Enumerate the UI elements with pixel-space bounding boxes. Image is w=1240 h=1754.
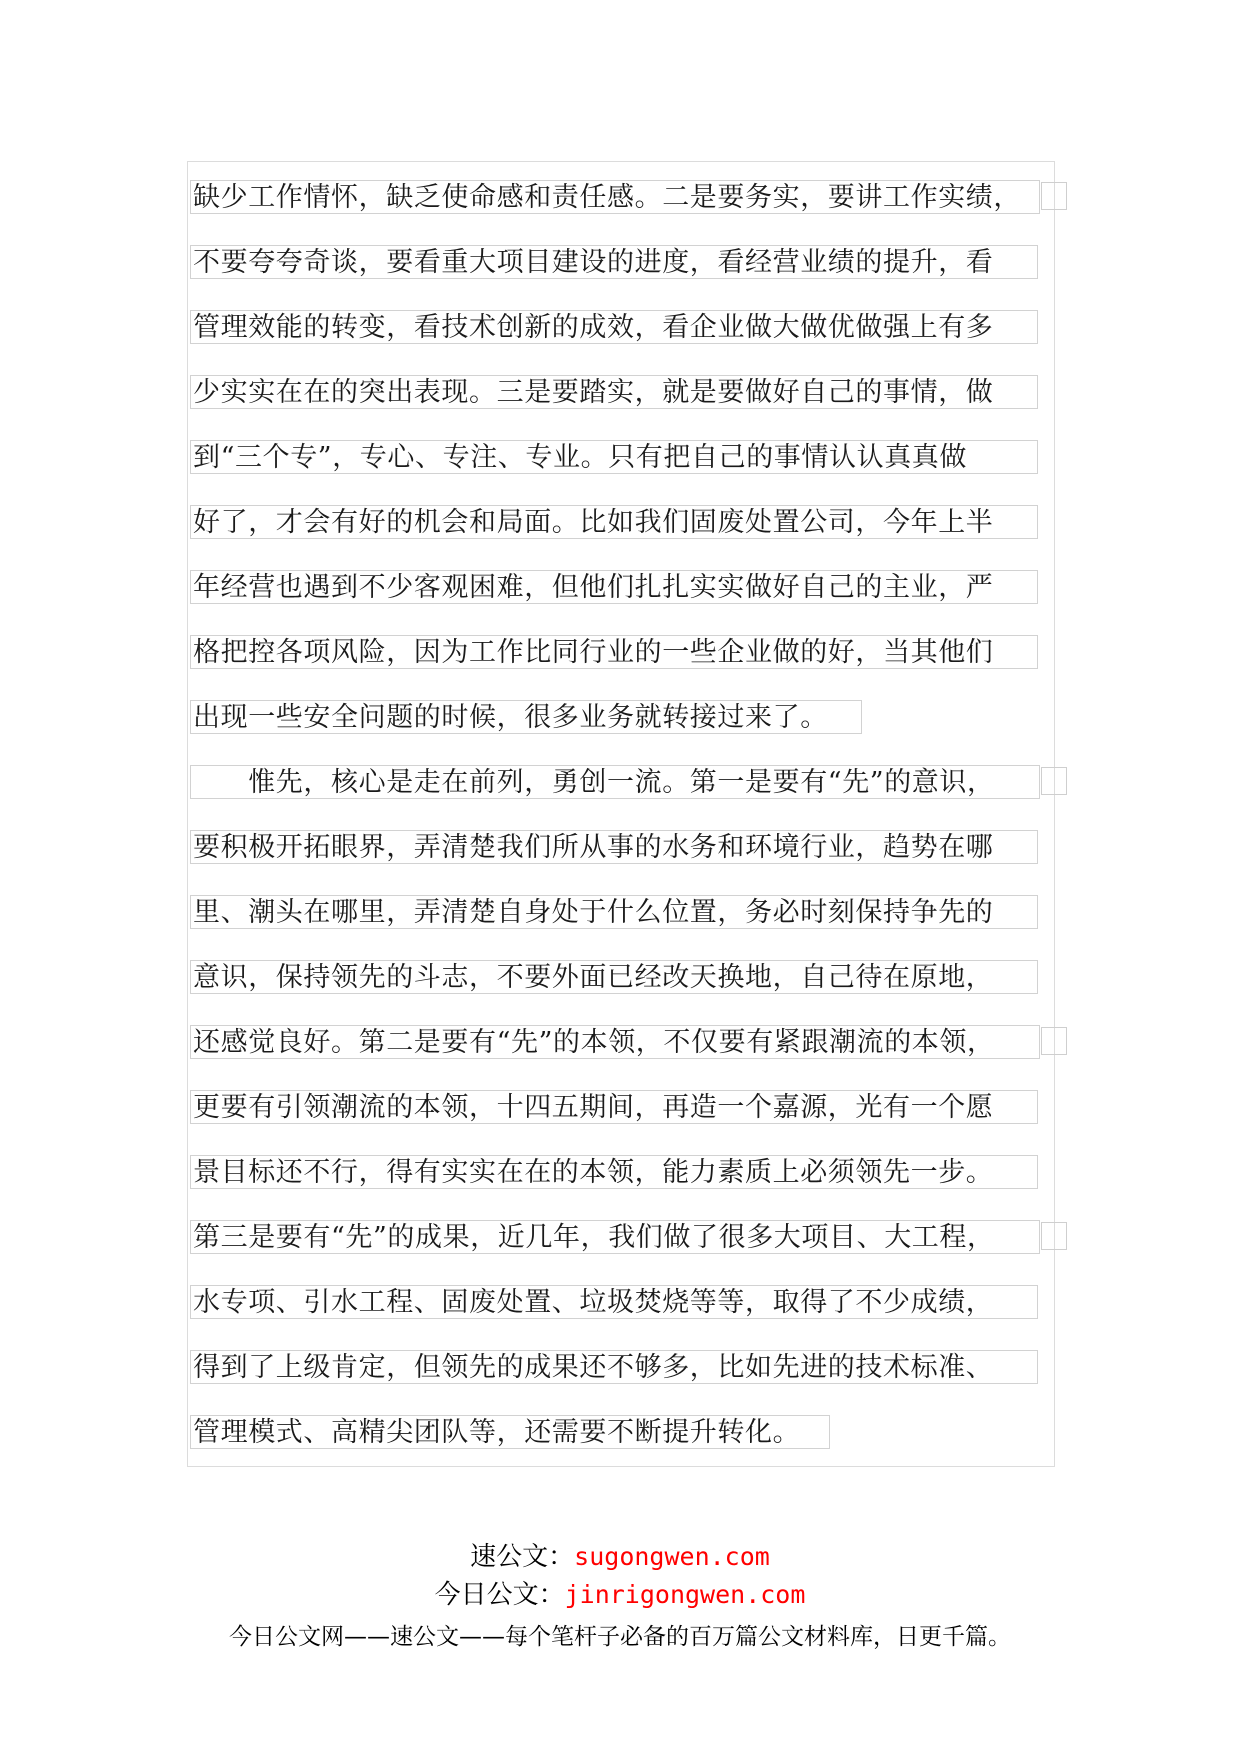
- footer-label: 今日公文：: [434, 1580, 565, 1610]
- text-frame: [187, 161, 1055, 1467]
- text-line: 少实实在在的突出表现。三是要踏实，就是要做好自己的事情，做: [190, 375, 1038, 409]
- text-line: 好了，才会有好的机会和局面。比如我们固废处置公司，今年上半: [190, 505, 1038, 539]
- text-line: 年经营也遇到不少客观困难，但他们扎扎实实做好自己的主业，严: [190, 570, 1038, 604]
- footer-line-jinrigongwen: [0, 1576, 1240, 1614]
- footer-site-link[interactable]: sugongwen.com: [574, 1542, 770, 1571]
- text-line: 还感觉良好。第二是要有“先”的本领，不仅要有紧跟潮流的本领，: [190, 1025, 1040, 1059]
- line-overflow-marker: [1041, 1027, 1067, 1055]
- footer-label: 速公文：: [470, 1542, 575, 1572]
- footer-line-sugongwen: [0, 1538, 1240, 1576]
- text-line: 意识，保持领先的斗志，不要外面已经改天换地，自己待在原地，: [190, 960, 1038, 994]
- footer-slogan: 今日公文网——速公文——每个笔杆子必备的百万篇公文材料库，日更千篇。: [229, 1624, 1011, 1650]
- text-line: 景目标还不行，得有实实在在的本领，能力素质上必须领先一步。: [190, 1155, 1038, 1189]
- text-line: 惟先，核心是走在前列，勇创一流。第一是要有“先”的意识，: [190, 765, 1040, 799]
- text-line: 得到了上级肯定，但领先的成果还不够多，比如先进的技术标准、: [190, 1350, 1038, 1384]
- text-line: 到“三个专”，专心、专注、专业。只有把自己的事情认认真真做: [190, 440, 1038, 474]
- text-line: 更要有引领潮流的本领，十四五期间，再造一个嘉源，光有一个愿: [190, 1090, 1038, 1124]
- text-line: 里、潮头在哪里，弄清楚自身处于什么位置，务必时刻保持争先的: [190, 895, 1038, 929]
- line-overflow-marker: [1041, 1222, 1067, 1250]
- text-line: 格把控各项风险，因为工作比同行业的一些企业做的好，当其他们: [190, 635, 1038, 669]
- footer: [0, 1538, 1240, 1656]
- text-line: 管理模式、高精尖团队等，还需要不断提升转化。: [190, 1415, 830, 1449]
- footer-site-link[interactable]: jinrigongwen.com: [564, 1580, 806, 1609]
- line-overflow-marker: [1041, 182, 1067, 210]
- text-line: 不要夸夸奇谈，要看重大项目建设的进度，看经营业绩的提升，看: [190, 245, 1038, 279]
- line-overflow-marker: [1041, 767, 1067, 795]
- text-line: 出现一些安全问题的时候，很多业务就转接过来了。: [190, 700, 862, 734]
- text-line: 管理效能的转变，看技术创新的成效，看企业做大做优做强上有多: [190, 310, 1038, 344]
- text-line: 第三是要有“先”的成果，近几年，我们做了很多大项目、大工程，: [190, 1220, 1040, 1254]
- text-line: 要积极开拓眼界，弄清楚我们所从事的水务和环境行业，趋势在哪: [190, 830, 1038, 864]
- text-line: 缺少工作情怀，缺乏使命感和责任感。二是要务实，要讲工作实绩，: [190, 180, 1040, 214]
- text-line: 水专项、引水工程、固废处置、垃圾焚烧等等，取得了不少成绩，: [190, 1285, 1038, 1319]
